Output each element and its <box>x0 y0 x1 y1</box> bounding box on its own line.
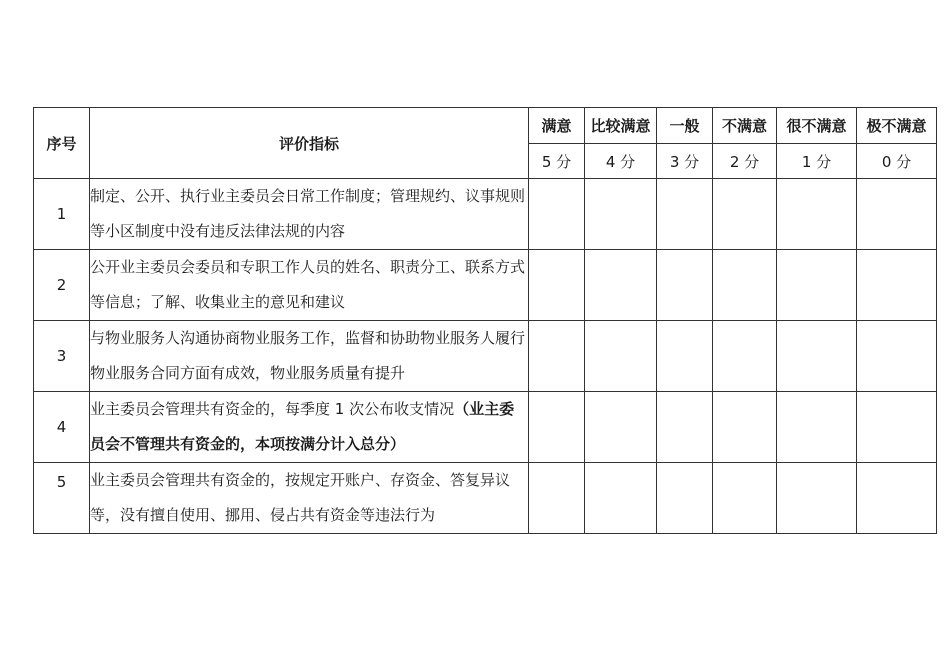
header-indicator: 评价指标 <box>90 108 529 179</box>
header-level-extremely-unsatisfied: 极不满意 <box>857 108 937 144</box>
header-level-fairly-satisfied: 比较满意 <box>585 108 657 144</box>
table-row <box>34 250 937 321</box>
header-level-very-unsatisfied: 很不满意 <box>777 108 857 144</box>
rating-cell-satisfied[interactable] <box>529 321 585 392</box>
indicator-text <box>90 463 529 534</box>
rating-cell-extremely-unsatisfied[interactable] <box>857 250 937 321</box>
indicator-text <box>90 250 529 321</box>
rating-cell-unsatisfied[interactable] <box>713 392 777 463</box>
header-level-satisfied: 满意 <box>529 108 585 144</box>
header-level-unsatisfied: 不满意 <box>713 108 777 144</box>
score-3: 3 分 <box>657 144 713 179</box>
indicator-text-normal: 业主委员会管理共有资金的，每季度 1 次公布收支情况 <box>90 400 455 418</box>
row-number: 1 <box>34 179 90 250</box>
indicator-text-bold-note: （业主委员会不管理共有资金的，本项按满分计入总分） <box>90 400 515 453</box>
rating-cell-extremely-unsatisfied[interactable] <box>857 463 937 534</box>
evaluation-table <box>33 107 937 534</box>
rating-cell-average[interactable] <box>657 179 713 250</box>
score-5: 5 分 <box>529 144 585 179</box>
rating-cell-average[interactable] <box>657 392 713 463</box>
rating-cell-very-unsatisfied[interactable] <box>777 463 857 534</box>
score-2: 2 分 <box>713 144 777 179</box>
indicator-text-normal: 制定、公开、执行业主委员会日常工作制度；管理规约、议事规则等小区制度中没有违反法律法规的内容 <box>90 187 526 240</box>
rating-cell-satisfied[interactable] <box>529 250 585 321</box>
rating-cell-fairly-satisfied[interactable] <box>585 250 657 321</box>
rating-cell-very-unsatisfied[interactable] <box>777 179 857 250</box>
rating-cell-unsatisfied[interactable] <box>713 463 777 534</box>
rating-cell-average[interactable] <box>657 250 713 321</box>
rating-cell-fairly-satisfied[interactable] <box>585 179 657 250</box>
score-1: 1 分 <box>777 144 857 179</box>
rating-cell-very-unsatisfied[interactable] <box>777 321 857 392</box>
row-number: 5 <box>34 463 90 534</box>
indicator-text <box>90 179 529 250</box>
indicator-text-normal: 公开业主委员会委员和专职工作人员的姓名、职责分工、联系方式等信息；了解、收集业主的意见和建议 <box>90 258 526 311</box>
rating-cell-fairly-satisfied[interactable] <box>585 463 657 534</box>
rating-cell-fairly-satisfied[interactable] <box>585 392 657 463</box>
rating-cell-unsatisfied[interactable] <box>713 321 777 392</box>
indicator-text <box>90 392 529 463</box>
score-4: 4 分 <box>585 144 657 179</box>
rating-cell-unsatisfied[interactable] <box>713 250 777 321</box>
rating-cell-extremely-unsatisfied[interactable] <box>857 179 937 250</box>
header-level-average: 一般 <box>657 108 713 144</box>
rating-cell-very-unsatisfied[interactable] <box>777 250 857 321</box>
table-row <box>34 392 937 463</box>
table-row <box>34 179 937 250</box>
rating-cell-extremely-unsatisfied[interactable] <box>857 392 937 463</box>
rating-cell-satisfied[interactable] <box>529 179 585 250</box>
rating-cell-extremely-unsatisfied[interactable] <box>857 321 937 392</box>
indicator-text <box>90 321 529 392</box>
row-number: 4 <box>34 392 90 463</box>
score-0: 0 分 <box>857 144 937 179</box>
table-row <box>34 321 937 392</box>
header-row <box>34 108 937 144</box>
rating-cell-very-unsatisfied[interactable] <box>777 392 857 463</box>
row-number: 2 <box>34 250 90 321</box>
indicator-text-normal: 业主委员会管理共有资金的，按规定开账户、存资金、答复异议等，没有擅自使用、挪用、侵占共有资金等违法行为 <box>90 471 511 524</box>
rating-cell-average[interactable] <box>657 463 713 534</box>
table-row <box>34 463 937 534</box>
rating-cell-average[interactable] <box>657 321 713 392</box>
header-seq: 序号 <box>34 108 90 179</box>
rating-cell-unsatisfied[interactable] <box>713 179 777 250</box>
indicator-text-normal: 与物业服务人沟通协商物业服务工作，监督和协助物业服务人履行物业服务合同方面有成效，物业服务质量有提升 <box>90 329 526 382</box>
rating-cell-satisfied[interactable] <box>529 463 585 534</box>
rating-cell-fairly-satisfied[interactable] <box>585 321 657 392</box>
row-number: 3 <box>34 321 90 392</box>
rating-cell-satisfied[interactable] <box>529 392 585 463</box>
